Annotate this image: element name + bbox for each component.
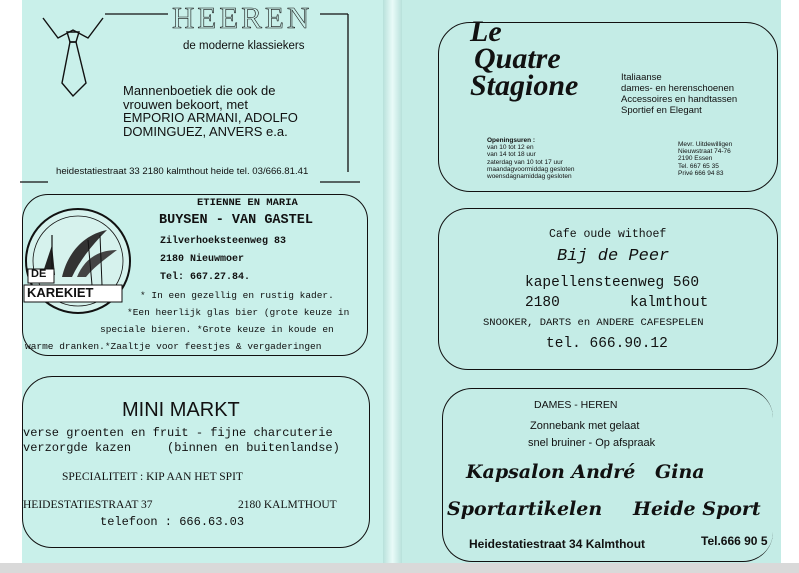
heeren-address: heidestatiestraat 33 2180 kalmthout heide tel. 03/666.81.41 (56, 166, 309, 177)
karekiet-line: speciale bieren. *Grote keuze in koude en (100, 324, 334, 335)
minimarkt-title: MINI MARKT (122, 399, 240, 421)
quatre-contact-line: Tel. 667 65 35 (678, 162, 719, 170)
peer-phone: tel. 666.90.12 (546, 336, 668, 352)
minimarkt-phone: telefoon : 666.63.03 (100, 515, 245, 529)
quatre-logo (470, 15, 579, 102)
quatre-logo-line: Le (470, 15, 502, 48)
kapsalon-salon: Kapsalon André (466, 461, 636, 483)
kapsalon-gina: Gina (655, 461, 705, 483)
heeren-logo: HEEREN (172, 0, 313, 35)
quatre-hours (487, 137, 574, 180)
karekiet-logo-icon (22, 205, 134, 317)
karekiet-names: ETIENNE EN MARIA (197, 197, 298, 209)
quatre-hours-line: van 10 tot 12 en (487, 144, 534, 152)
minimarkt-city: 2180 KALMTHOUT (238, 499, 337, 511)
karekiet-logo-bottom: KAREKIET (27, 285, 94, 300)
book-gutter (383, 0, 402, 565)
heeren-body (123, 84, 298, 138)
kapsalon-line1: Zonnebank met gelaat (530, 420, 640, 432)
karekiet-line: warme dranken.*Zaaltje voor feestjes & vergaderingen (25, 341, 322, 352)
peer-top: Cafe oude withoef (549, 228, 667, 241)
peer-town: kalmthout (630, 295, 709, 311)
karekiet-logo-top: DE (31, 268, 47, 280)
quatre-contact-line: 2190 Essen (678, 155, 713, 163)
minimarkt-line1: verse groenten en fruit - fijne charcuterie (23, 426, 333, 440)
minimarkt-line2b: (binnen en buitenlandse) (167, 441, 340, 455)
quatre-hours-line: van 14 tot 18 uur (487, 151, 536, 159)
minimarkt-line2a: verzorgde kazen (23, 441, 132, 455)
quatre-contact-line: Privé 666 94 83 (678, 169, 724, 177)
quatre-logo-line: Quatre (474, 42, 561, 75)
quatre-contact (678, 141, 732, 177)
quatre-logo-line: Stagione (470, 69, 579, 102)
quatre-desc-line: Accessoires en handtassen (621, 94, 738, 105)
heeren-body-line: DOMINGUEZ, ANVERS e.a. (123, 123, 288, 139)
karekiet-line: *Een heerlijk glas bier (grote keuze in (127, 307, 350, 318)
quatre-desc-line: dames- en herenschoenen (621, 83, 735, 94)
kapsalon-address: Heidestatiestraat 34 Kalmthout (469, 537, 646, 551)
quatre-hours-line: maandagvoormiddag gesloten (487, 165, 575, 173)
minimarkt-special: SPECIALITEIT : KIP AAN HET SPIT (62, 471, 243, 483)
quatre-desc-line: Italiaanse (621, 72, 662, 83)
karekiet-street: Zilverhoeksteenweg 83 (160, 236, 287, 247)
quatre-description (621, 72, 737, 116)
heeren-body-line: Mannenboetiek die ook de (123, 83, 276, 98)
minimarkt-street: HEIDESTATIESTRAAT 37 (23, 499, 153, 511)
heeren-body-line: EMPORIO ARMANI, ADOLFO (123, 110, 298, 125)
quatre-hours-line: woensdagnamiddag gesloten (487, 173, 572, 181)
karekiet-surnames: BUYSEN - VAN GASTEL (159, 213, 313, 228)
quatre-hours-line: Openingsuren : (487, 137, 536, 144)
quatre-contact-line: Mevr. Uitdewilligen (678, 141, 733, 148)
karekiet-line: * In een gezellig en rustig kader. (140, 290, 334, 301)
kapsalon-line2: snel bruiner - Op afspraak (528, 437, 656, 449)
karekiet-city: 2180 Nieuwmoer (160, 254, 245, 265)
peer-games: SNOOKER, DARTS en ANDERE CAFESPELEN (483, 317, 704, 329)
kapsalon-sport2: Heide Sport (633, 498, 761, 520)
kapsalon-top: DAMES - HEREN (534, 399, 618, 411)
quatre-contact-line: Nieuwstraat 74-76 (678, 148, 731, 156)
quatre-hours-line: zaterdag van 10 tot 17 uur (487, 158, 563, 166)
quatre-desc-line: Sportief en Elegant (621, 105, 702, 116)
heeren-body-line: vrouwen bekoort, met (123, 96, 249, 112)
peer-street: kapellensteenweg 560 (525, 275, 700, 291)
kapsalon-sport1: Sportartikelen (447, 498, 603, 520)
heeren-tagline: de moderne klassiekers (183, 40, 305, 52)
page-bottom-edge (0, 563, 799, 573)
peer-zip: 2180 (525, 295, 560, 311)
karekiet-phone: Tel: 667.27.84. (160, 272, 251, 283)
peer-name: Bij de Peer (557, 247, 670, 266)
kapsalon-phone: Tel.666 90 5 (701, 534, 768, 548)
